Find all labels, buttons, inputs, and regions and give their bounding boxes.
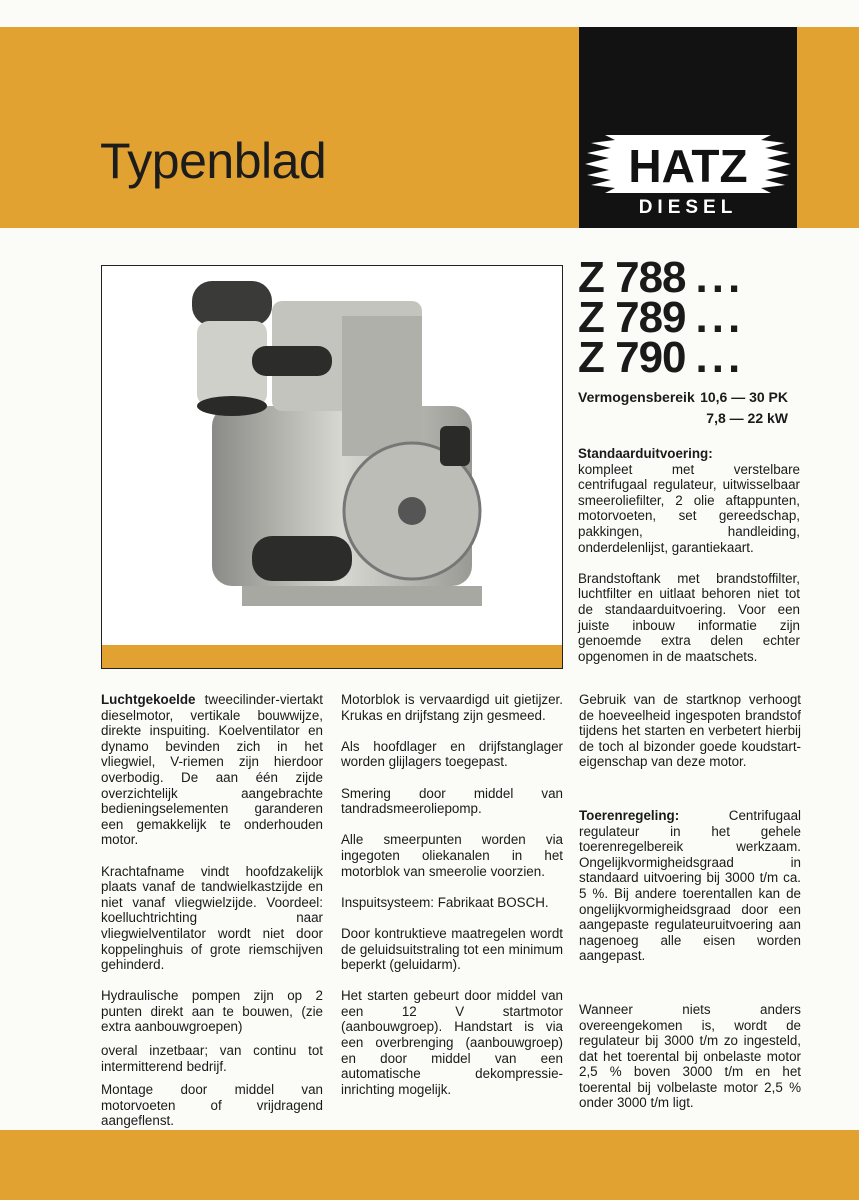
standard-equipment [578, 446, 800, 680]
power-pk: 10,6 — 30 PK [700, 389, 788, 405]
bold-lead: Toerenregeling: [579, 807, 680, 823]
paragraph: Hydraulische pompen zijn op 2 punten direkt aan te bouwen, (zie extra aanbouwgroepen) [101, 988, 323, 1035]
standard-body: kompleet met verstelbare centrifugaal regulateur, uitwisselbaar smeeroliefilter, 2 olie aftappunten, motorvoeten, set gereedschap, pakkingen, handleiding, onderdelenlijst, garantiekaart. [578, 461, 800, 555]
paragraph: Krachtafname vindt hoofdzakelijk plaats vanaf de tandwielkastzijde en niet vanaf vliegwielzijde. Voordeel: koelluchtrichting naar vliegwielventilator wordt niet door koppelinghuis of grote riemschijven gehinderd. [101, 863, 323, 973]
logo-banner-icon [585, 135, 791, 193]
model-z788: Z 788 ... [578, 253, 745, 302]
logo-text: HATZ [628, 140, 748, 192]
paragraph: Gebruik van de startknop verhoogt de hoeveelheid ingespoten brandstof tijdens het starten en verbetert hierbij de toch al bizonder goede koudstart-eigenschap van deze motor. [579, 692, 801, 770]
engine-illustration [102, 266, 562, 646]
model-z789: Z 789 ... [578, 293, 745, 342]
bold-lead: Luchtgekoelde [101, 692, 196, 707]
logo-subtext: DIESEL [638, 197, 738, 218]
power-kw: 7,8 — 22 kW [706, 410, 788, 426]
model-z790: Z 790 ... [578, 333, 745, 382]
column-3 [579, 692, 801, 1127]
engine-photo [101, 265, 563, 669]
paragraph: Alle smeerpunten worden via ingegoten oliekanalen in het motorblok van smeerolie voorzien. [341, 832, 563, 879]
page-title: Typenblad [100, 133, 327, 189]
photo-accent-strip [102, 645, 562, 668]
hatz-diesel-logo [579, 27, 797, 228]
paragraph: Wanneer niets anders overeengekomen is, wordt de regulateur bij 3000 t/m zo ingesteld, dat het toerental bij onbelaste motor 2,5 % boven 3000 t/m en het toerental bij volbelaste motor 2,5 % onder 3000 t/m ligt. [579, 1001, 801, 1111]
power-range [578, 387, 788, 429]
footer-band [0, 1130, 859, 1200]
paragraph: tweecilinder-viertakt dieselmotor, vertikale bouwwijze, direkte inspuiting. Koelventilator en dynamo bevinden zich in het vliegwiel, V-riemen zijn hierdoor overbodig. De aan één zijde overzichtelijk aangebrachte bedieningselementen garanderen een gemakkelijk te onderhouden motor. [101, 692, 323, 848]
paragraph: Motorblok is vervaardigd uit gietijzer. Krukas en drijfstang zijn gesmeed. [341, 692, 563, 723]
paragraph: Smering door middel van tandradsmeeroliepomp. [341, 785, 563, 817]
paragraph: Montage door middel van motorvoeten of vrijdragend aangeflenst. [101, 1082, 323, 1129]
paragraph: Het starten gebeurt door middel van een 12 V startmotor (aanbouwgroep). Handstart is via een overbrenging (aanbouwgroep) en door middel van een automatische dekompressie-inrichting mogelijk. [341, 988, 563, 1097]
standard-heading: Standaarduitvoering: [578, 446, 713, 461]
power-label: Vermogensbereik [578, 389, 695, 405]
paragraph: Inspuitsysteem: Fabrikaat BOSCH. [341, 894, 549, 910]
paragraph: overal inzetbaar; van continu tot intermitterend bedrijf. [101, 1043, 323, 1074]
model-list [578, 253, 745, 382]
column-1 [101, 692, 323, 1145]
paragraph: Centrifugaal regulateur in het gehele toerenregelbereik werkzaam. Ongelijkvormigheidsgraad in standaard uitvoering bij 3000 t/m ca. 5 %. Bij andere toerentallen kan de ongelijkvormigheidsgraad door een aangepaste regulateuruitvoering aan nagenoeg alle eisen worden aangepast. [579, 807, 801, 964]
paragraph: Door kontruktieve maatregelen wordt de geluidsuitstraling tot een minimum beperkt (geluidarm). [341, 925, 563, 973]
standard-note: Brandstoftank met brandstoffilter, luchtfilter en uitlaat behoren niet tot de standaarduitvoering. Voor een juiste inbouw informatie zijn genoemde extra delen echter opgenomen in de maatschets. [578, 570, 800, 664]
column-2 [341, 692, 563, 1113]
paragraph: Als hoofdlager en drijfstanglager worden glijlagers toegepast. [341, 738, 563, 770]
